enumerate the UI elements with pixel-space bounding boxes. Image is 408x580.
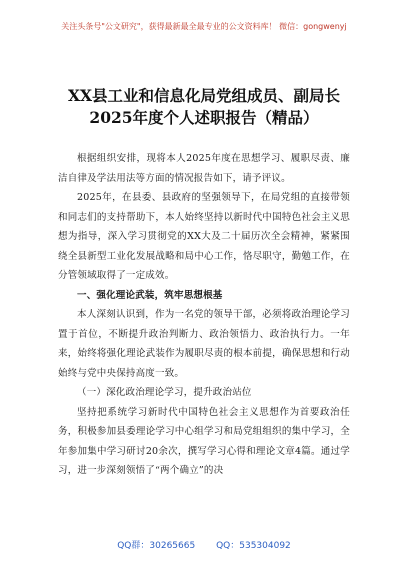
document-body [58, 149, 350, 481]
intro-paragraph: 根据组织安排，现将本人2025年度在思想学习、履职尽责、廉洁自律及学法用法等方面的情况报告如下，请予评议。 [58, 153, 350, 184]
qq-number: QQ：535304092 [216, 541, 291, 551]
qq-group-number: QQ群：30265665 [117, 541, 196, 551]
promo-banner: 关注头条号"公文研究"，获得最新最全最专业的公文资料库！ 微信：gongwenyj [61, 22, 347, 31]
title-line-1: XX县工业和信息化局党组成员、副局长 [67, 86, 341, 105]
document-title [0, 85, 408, 129]
subsection-paragraph: 坚持把系统学习新时代中国特色社会主义思想作为首要政治任务，积极参加县委理论学习中心组学习和局党组组织的集中学习，全年参加集中学习研讨20余次，撰写学习心得和理论文章4篇。通过学习，进一步深刻领悟了“两个确立”的决 [58, 406, 350, 476]
contact-footer [0, 538, 408, 551]
section-paragraph: 本人深刻认识到，作为一名党的领导干部，必须将政治理论学习置于首位，不断提升政治判断力、政治领悟力、政治执行力。一年来，始终将强化理论武装作为履职尽责的根本前提，确保思想和行动始终与党中央保持高度一致。 [58, 309, 350, 379]
title-line-2: 2025年度个人述职报告（精品） [89, 108, 319, 127]
subsection-heading: （一）深化政治理论学习，提升政治站位 [77, 387, 252, 398]
summary-paragraph: 2025年，在县委、县政府的坚强领导下，在局党组的直接带领和同志们的支持帮助下，本人始终坚持以新时代中国特色社会主义思想为指导，深入学习贯彻党的XX大及二十届历次全会精神，紧紧围绕全县新型工业化发展战略和局中心工作，恪尽职守，勤勉工作，在分管领域取得了一定成效。 [58, 192, 350, 281]
section-heading: 一、强化理论武装，筑牢思想根基 [77, 289, 223, 301]
